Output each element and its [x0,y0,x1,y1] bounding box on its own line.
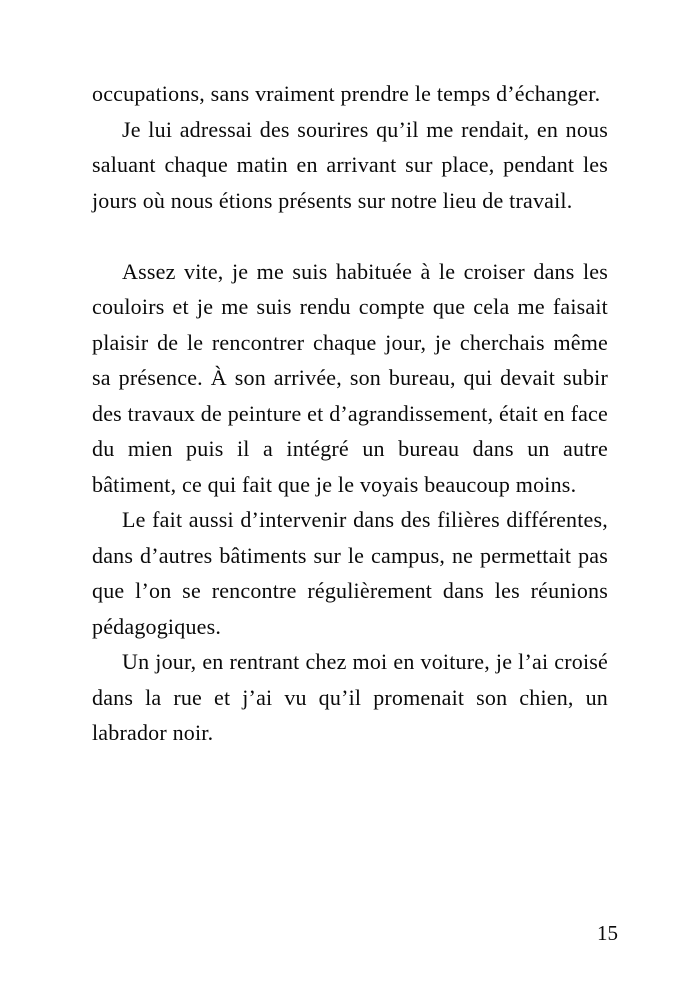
text-block [92,76,608,751]
paragraph: Un jour, en rentrant chez moi en voiture, je l’ai croisé dans la rue et j’ai vu qu’il promenait son chien, un labrador noir. [92,649,608,745]
paragraph: Assez vite, je me suis habituée à le croiser dans les couloirs et je me suis rendu compte que cela me faisait plaisir de le rencontrer chaque jour, je cherchais même sa présence. À son arrivée, son bureau, qui devait subir des travaux de peinture et d’agrandissement, était en face du mien puis il a intégré un bureau dans un autre bâtiment, ce qui fait que je le voyais beaucoup moins. [92,258,608,497]
paragraph: Je lui adressai des sourires qu’il me rendait, en nous saluant chaque matin en arrivant sur place, pendant les jours où nous étions présents sur notre lieu de travail. [92,116,608,213]
paragraph: Le fait aussi d’intervenir dans des filières différentes, dans d’autres bâtiments sur le campus, ne permettait pas que l’on se rencontre régulièrement dans les réunions pédagogiques. [92,507,608,639]
page-number: 15 [597,921,618,945]
paragraph: occupations, sans vraiment prendre le temps d’échanger. [92,81,601,106]
